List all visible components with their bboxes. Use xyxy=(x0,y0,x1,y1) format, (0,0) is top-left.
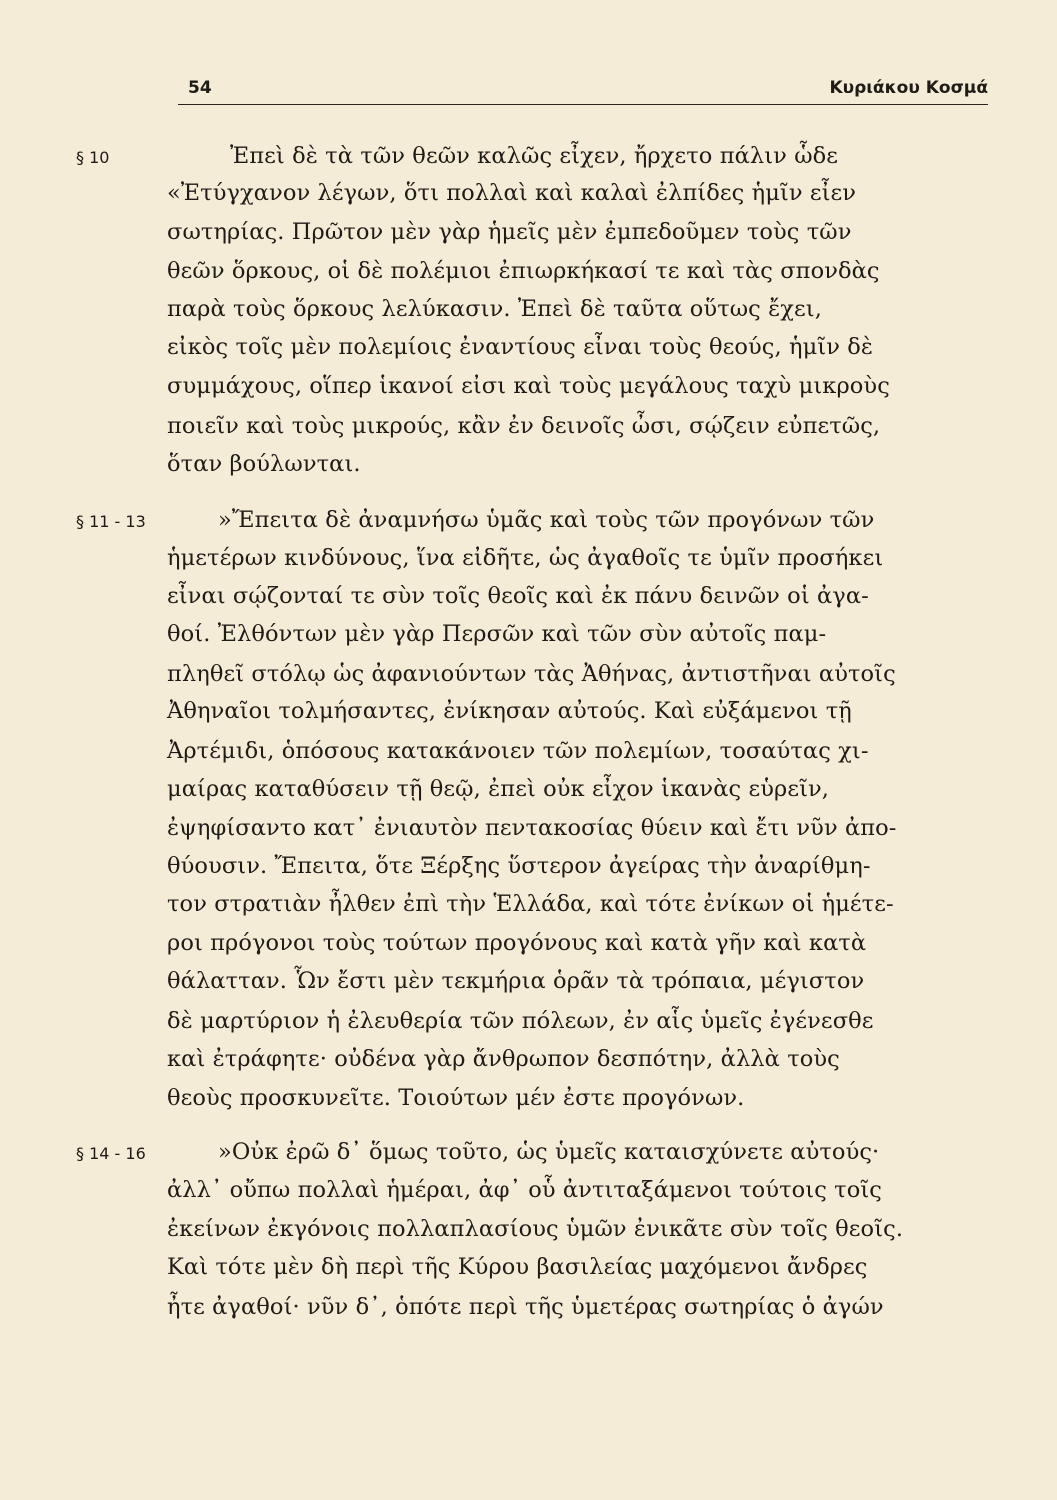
text-line: ἀλλ᾿ οὔπω πολλαὶ ἡμέραι, ἀφ᾿ οὗ ἀντιταξάμενοι τούτοις τοῖς xyxy=(167,1177,882,1203)
running-title: Κυριάκου Κοσμά xyxy=(829,78,988,98)
text-line: ροι πρόγονοι τοὺς τούτων προγόνους καὶ κατὰ γῆν καὶ κατὰ xyxy=(167,930,867,956)
text-line: θύουσιν. Ἔπειτα, ὅτε Ξέρξης ὕστερον ἀγείρας τὴν ἀναρίθμη- xyxy=(167,853,871,879)
text-line: Καὶ τότε μὲν δὴ περὶ τῆς Κύρου βασιλείας μαχόμενοι ἄνδρες xyxy=(167,1254,868,1280)
text-line: ἡμετέρων κινδύνους, ἵνα εἰδῆτε, ὡς ἀγαθοῖς τε ὑμῖν προσήκει xyxy=(167,545,884,571)
text-line: δὲ μαρτύριον ἡ ἐλευθερία τῶν πόλεων, ἐν αἷς ὑμεῖς ἐγένεσθε xyxy=(167,1008,874,1034)
text-line: ἐκείνων ἐκγόνοις πολλαπλασίους ὑμῶν ἐνικᾶτε σὺν τοῖς θεοῖς. xyxy=(167,1216,904,1242)
text-line: ἐψηφίσαντο κατ᾿ ἐνιαυτὸν πεντακοσίας θύειν καὶ ἔτι νῦν ἀπο- xyxy=(167,815,897,841)
text-line: Ἀρτέμιδι, ὁπόσους κατακάνοιεν τῶν πολεμίων, τοσαύτας χι- xyxy=(167,738,869,764)
text-line: πληθεῖ στόλῳ ὡς ἀφανιούντων τὰς Ἀθήνας, ἀντιστῆναι αὐτοῖς xyxy=(167,661,896,687)
text-line: σωτηρίας. Πρῶτον μὲν γὰρ ἡμεῖς μὲν ἐμπεδοῦμεν τοὺς τῶν xyxy=(167,219,852,245)
header-rule xyxy=(178,104,988,105)
text-line: παρὰ τοὺς ὅρκους λελύκασιν. Ἐπεὶ δὲ ταῦτα οὕτως ἔχει, xyxy=(167,296,822,322)
text-line: ὅταν βούλωνται. xyxy=(167,451,361,477)
page-header xyxy=(178,76,988,102)
text-line: θάλατταν. Ὧν ἔστι μὲν τεκμήρια ὁρᾶν τὰ τρόπαια, μέγιστον xyxy=(167,968,865,994)
text-line: εἶναι σῴζονταί τε σὺν τοῖς θεοῖς καὶ ἐκ πάνυ δεινῶν οἱ ἀγα- xyxy=(167,583,869,609)
text-line: θεῶν ὅρκους, οἱ δὲ πολέμιοι ἐπιωρκήκασί τε καὶ τὰς σπονδὰς xyxy=(167,258,880,284)
text-line: τον στρατιὰν ἦλθεν ἐπὶ τὴν Ἑλλάδα, καὶ τότε ἐνίκων οἱ ἡμέτε- xyxy=(167,891,894,917)
text-line: συμμάχους, οἵπερ ἱκανοί εἰσι καὶ τοὺς μεγάλους ταχὺ μικροὺς xyxy=(167,373,890,399)
text-line: »Ἔπειτα δὲ ἀναμνήσω ὑμᾶς καὶ τοὺς τῶν προγόνων τῶν xyxy=(218,507,875,533)
text-line: θοί. Ἐλθόντων μὲν γὰρ Περσῶν καὶ τῶν σὺν αὐτοῖς παμ- xyxy=(167,621,827,647)
text-line: Ἀθηναῖοι τολμήσαντες, ἐνίκησαν αὐτούς. Καὶ εὐξάμενοι τῇ xyxy=(167,698,852,724)
text-line: εἰκὸς τοῖς μὲν πολεμίοις ἐναντίους εἶναι τοὺς θεούς, ἡμῖν δὲ xyxy=(167,334,874,360)
text-line: θεοὺς προσκυνεῖτε. Τοιούτων μέν ἐστε προγόνων. xyxy=(167,1085,745,1111)
section-marker: § 11 - 13 xyxy=(76,512,146,531)
text-line: ἦτε ἀγαθοί· νῦν δ᾿, ὁπότε περὶ τῆς ὑμετέρας σωτηρίας ὁ ἀγών xyxy=(167,1294,884,1320)
text-line: »Οὐκ ἐρῶ δ᾿ ὅμως τοῦτο, ὡς ὑμεῖς καταισχύνετε αὐτούς· xyxy=(218,1139,880,1165)
text-line: ποιεῖν καὶ τοὺς μικρούς, κἂν ἐν δεινοῖς ὦσι, σῴζειν εὐπετῶς, xyxy=(167,413,881,439)
text-line: «Ἐτύγχανον λέγων, ὅτι πολλαὶ καὶ καλαὶ ἐλπίδες ἡμῖν εἶεν xyxy=(167,180,857,206)
text-line: καὶ ἐτράφητε· οὐδένα γὰρ ἄνθρωπον δεσπότην, ἀλλὰ τοὺς xyxy=(167,1046,840,1072)
text-line: μαίρας καταθύσειν τῇ θεῷ, ἐπεὶ οὐκ εἶχον ἱκανὰς εὑρεῖν, xyxy=(167,776,830,802)
text-line: Ἐπεὶ δὲ τὰ τῶν θεῶν καλῶς εἶχεν, ἤρχετο πάλιν ὧδε xyxy=(230,143,839,169)
page-number: 54 xyxy=(188,78,212,98)
section-marker: § 14 - 16 xyxy=(76,1144,146,1163)
section-marker: § 10 xyxy=(76,148,110,167)
